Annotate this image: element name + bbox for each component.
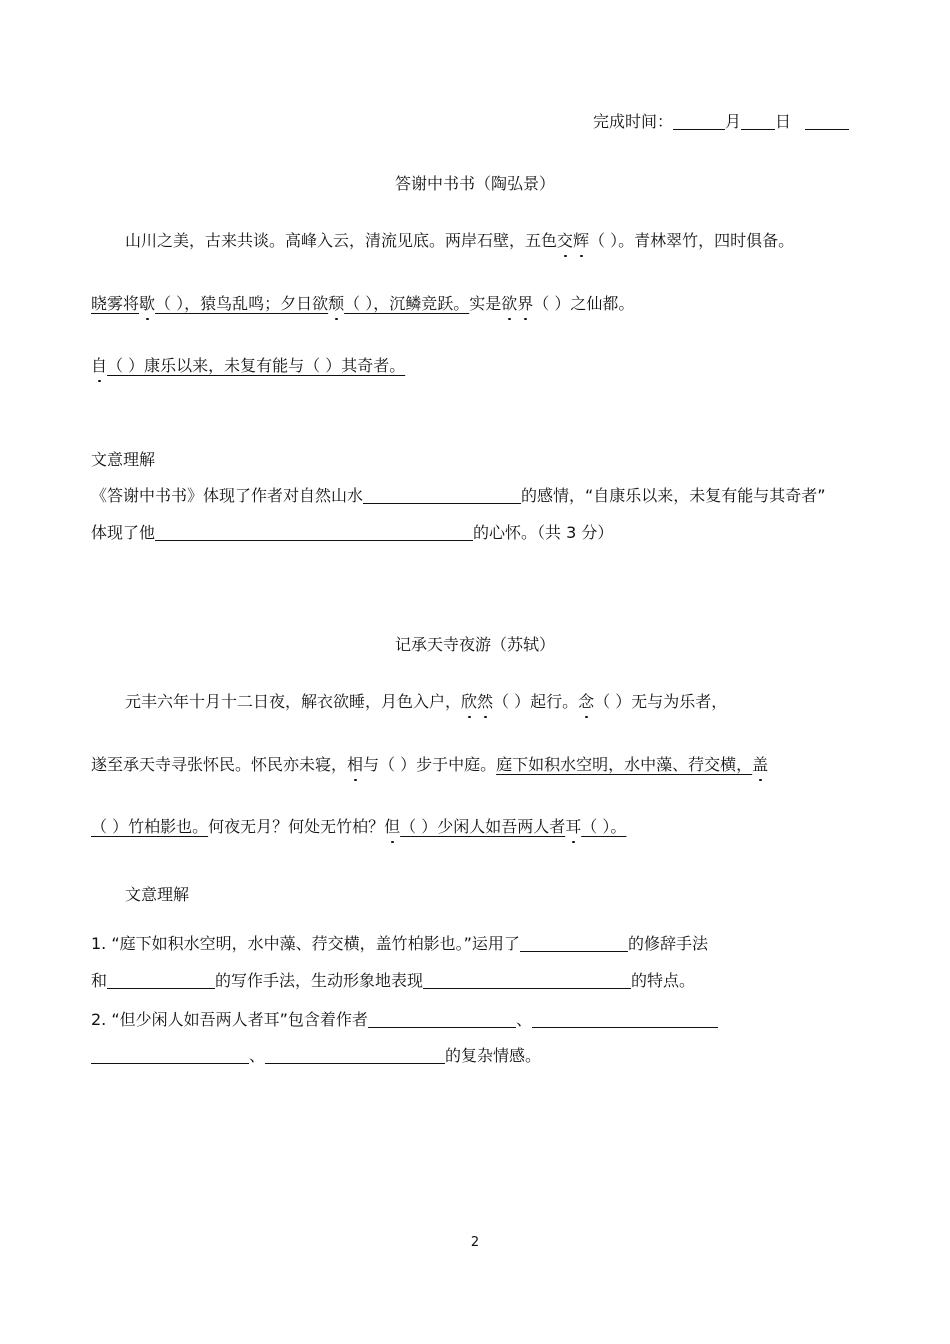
section1-question-line1: 《答谢中书书》体现了作者对自然山水 的感情，“自康乐以来，未复有能与其奇者” [91,486,826,505]
underlined-sentence: （ ）竹柏影也。 [91,817,209,836]
section1-line2: 晓雾将歇（ ），猿鸟乱鸣；夕日欲颓（ ），沉鳞竞跃。实是欲界（ ）之仙都。 [91,294,635,313]
section1-comprehension-title: 文意理解 [91,450,156,469]
section1-line3 [91,356,405,376]
dotted-char: 耳 [565,817,582,836]
answer-blank[interactable] [532,1011,718,1028]
section2-question1-line2: 和 的写作手法，生动形象地表现 的特点。 [91,971,696,990]
dotted-char: 自 [91,356,108,375]
section2-comprehension-title: 文意理解 [125,885,190,904]
dotted-char: 界 [517,294,534,313]
section1-line1: 山川之美，古来共谈。高峰入云，清流见底。两岸石壁，五色交辉（ ）。青林翠竹，四时俱备。 [125,231,795,250]
dotted-char: 辉 [573,231,590,250]
underlined-sentence: 晓雾将歇（ ），猿鸟乱鸣；夕日欲颓（ ），沉鳞竞跃。 [91,294,470,313]
section1-title: 答谢中书书（陶弘景） [394,174,555,193]
answer-blank[interactable] [155,524,473,541]
day-blank[interactable] [741,113,775,130]
answer-blank[interactable] [363,487,521,504]
section2-title: 记承天寺夜游（苏轼） [394,635,555,654]
day-label: 日 [775,112,792,131]
answer-blank[interactable] [368,1011,516,1028]
dotted-char: 然 [477,692,494,711]
answer-blank[interactable] [107,972,215,989]
section2-question2-line2: 、 的复杂情感。 [91,1046,541,1066]
section1-question-line2: 体现了他 的心怀。（共 3 分） [91,523,614,542]
answer-blank[interactable] [520,935,628,952]
dotted-char: 但 [384,817,401,836]
dotted-char: 欣 [461,692,478,711]
month-label: 月 [725,112,742,131]
section2-question2-line1: 2. “但少闲人如吾两人者耳”包含着作者 、 [91,1010,718,1030]
answer-blank[interactable] [265,1047,445,1064]
completion-time [593,112,849,132]
answer-blank[interactable] [91,1047,249,1064]
section2-line2: 遂至承天寺寻张怀民。怀民亦未寝，相与（ ）步于中庭。庭下如积水空明，水中藻、荇交横，盖 [91,755,769,774]
dotted-char: 相 [347,755,364,774]
month-blank[interactable] [673,113,725,130]
completion-label: 完成时间： [593,112,674,131]
dotted-char: 歇 [139,294,156,313]
underlined-sentence: 庭下如积水空明，水中藻、荇交横，盖 [496,755,769,774]
underlined-sentence: 自（ ）康乐以来，未复有能与（ ）其奇者。 [91,356,406,375]
dotted-char: 颓 [328,294,345,313]
page-number: 2 [470,1235,480,1250]
dotted-char: 念 [578,692,595,711]
underlined-sentence: 但（ ）少闲人如吾两人者耳（ ）。 [384,817,627,836]
dotted-char: 交 [557,231,574,250]
section2-question1-line1: 1. “庭下如积水空明，水中藻、荇交横，盖竹柏影也。”运用了 的修辞手法 [91,934,708,953]
answer-blank[interactable] [423,972,631,989]
dotted-char: 欲 [501,294,518,313]
section2-line3: （ ）竹柏影也。何夜无月？何处无竹柏？但（ ）少闲人如吾两人者耳（ ）。 [91,817,627,836]
extra-blank[interactable] [805,113,849,130]
section2-line1: 元丰六年十月十二日夜，解衣欲睡，月色入户，欣然（ ）起行。念（ ）无与为乐者， [125,692,728,711]
dotted-char: 盖 [752,755,769,774]
